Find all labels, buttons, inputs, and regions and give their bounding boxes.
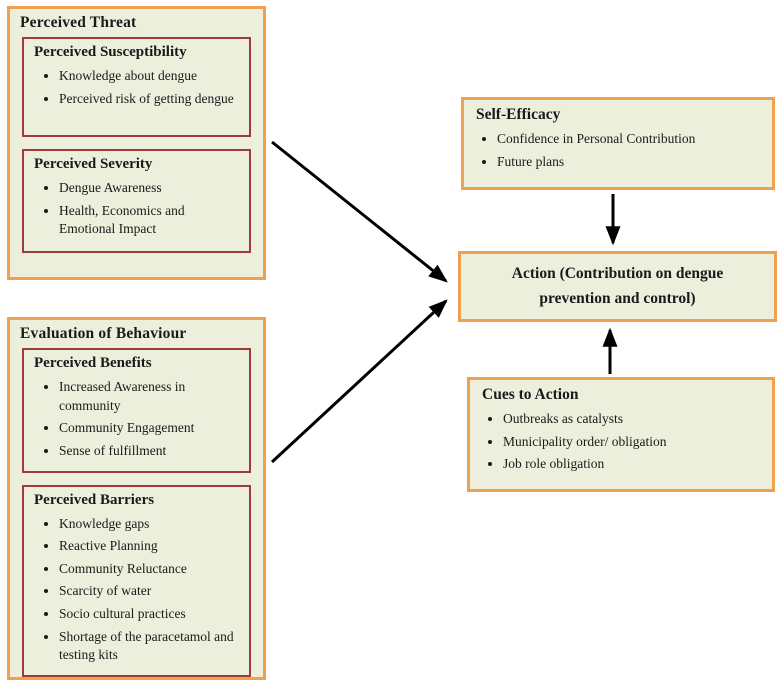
self-efficacy-title: Self-Efficacy <box>476 106 561 123</box>
perceived-barriers-list <box>32 515 241 665</box>
bullet-item: • Knowledge gaps <box>59 515 241 534</box>
arrow-evaluation-to-action <box>272 301 446 462</box>
perceived-severity-box <box>22 149 251 253</box>
bullet-item: • Municipality order/ obligation <box>503 433 772 452</box>
bullet-item: • Shortage of the paracetamol and testing kits <box>59 628 241 665</box>
bullet-item: • Scarcity of water <box>59 582 241 601</box>
perceived-susceptibility-list <box>32 67 241 108</box>
cues-to-action-box <box>467 377 775 492</box>
bullet-item: • Sense of fulfillment <box>59 442 241 461</box>
bullet-item: • Community Engagement <box>59 419 241 438</box>
perceived-barriers-title: Perceived Barriers <box>34 491 155 508</box>
perceived-benefits-box <box>22 348 251 473</box>
bullet-item: • Outbreaks as catalysts <box>503 410 772 429</box>
self-efficacy-list <box>470 130 772 171</box>
cues-to-action-list <box>476 410 772 474</box>
perceived-benefits-list <box>32 378 241 461</box>
perceived-barriers-box <box>22 485 251 677</box>
perceived-susceptibility-box <box>22 37 251 137</box>
bullet-item: • Perceived risk of getting dengue <box>59 90 241 109</box>
evaluation-of-behaviour-title: Evaluation of Behaviour <box>20 325 187 342</box>
bullet-item: • Socio cultural practices <box>59 605 241 624</box>
cues-to-action-title: Cues to Action <box>482 386 579 403</box>
perceived-severity-list <box>32 179 241 239</box>
perceived-susceptibility-title: Perceived Susceptibility <box>34 44 187 60</box>
perceived-threat-title: Perceived Threat <box>20 14 137 31</box>
action-title: Action (Contribution on dengue prevention and control) <box>511 265 724 307</box>
bullet-item: • Future plans <box>497 153 772 172</box>
action-box <box>458 251 777 322</box>
perceived-threat-box <box>7 6 266 280</box>
bullet-item: • Reactive Planning <box>59 537 241 556</box>
bullet-item: • Dengue Awareness <box>59 179 241 198</box>
bullet-item: • Community Reluctance <box>59 560 241 579</box>
bullet-item: • Health, Economics and Emotional Impact <box>59 202 241 239</box>
perceived-benefits-title: Perceived Benefits <box>34 355 152 371</box>
arrow-threat-to-action <box>272 142 446 281</box>
bullet-item: • Increased Awareness in community <box>59 378 241 415</box>
bullet-item: • Confidence in Personal Contribution <box>497 130 772 149</box>
bullet-item: • Knowledge about dengue <box>59 67 241 86</box>
self-efficacy-box <box>461 97 775 190</box>
bullet-item: • Job role obligation <box>503 455 772 474</box>
evaluation-of-behaviour-box <box>7 317 266 680</box>
perceived-severity-title: Perceived Severity <box>34 156 153 172</box>
